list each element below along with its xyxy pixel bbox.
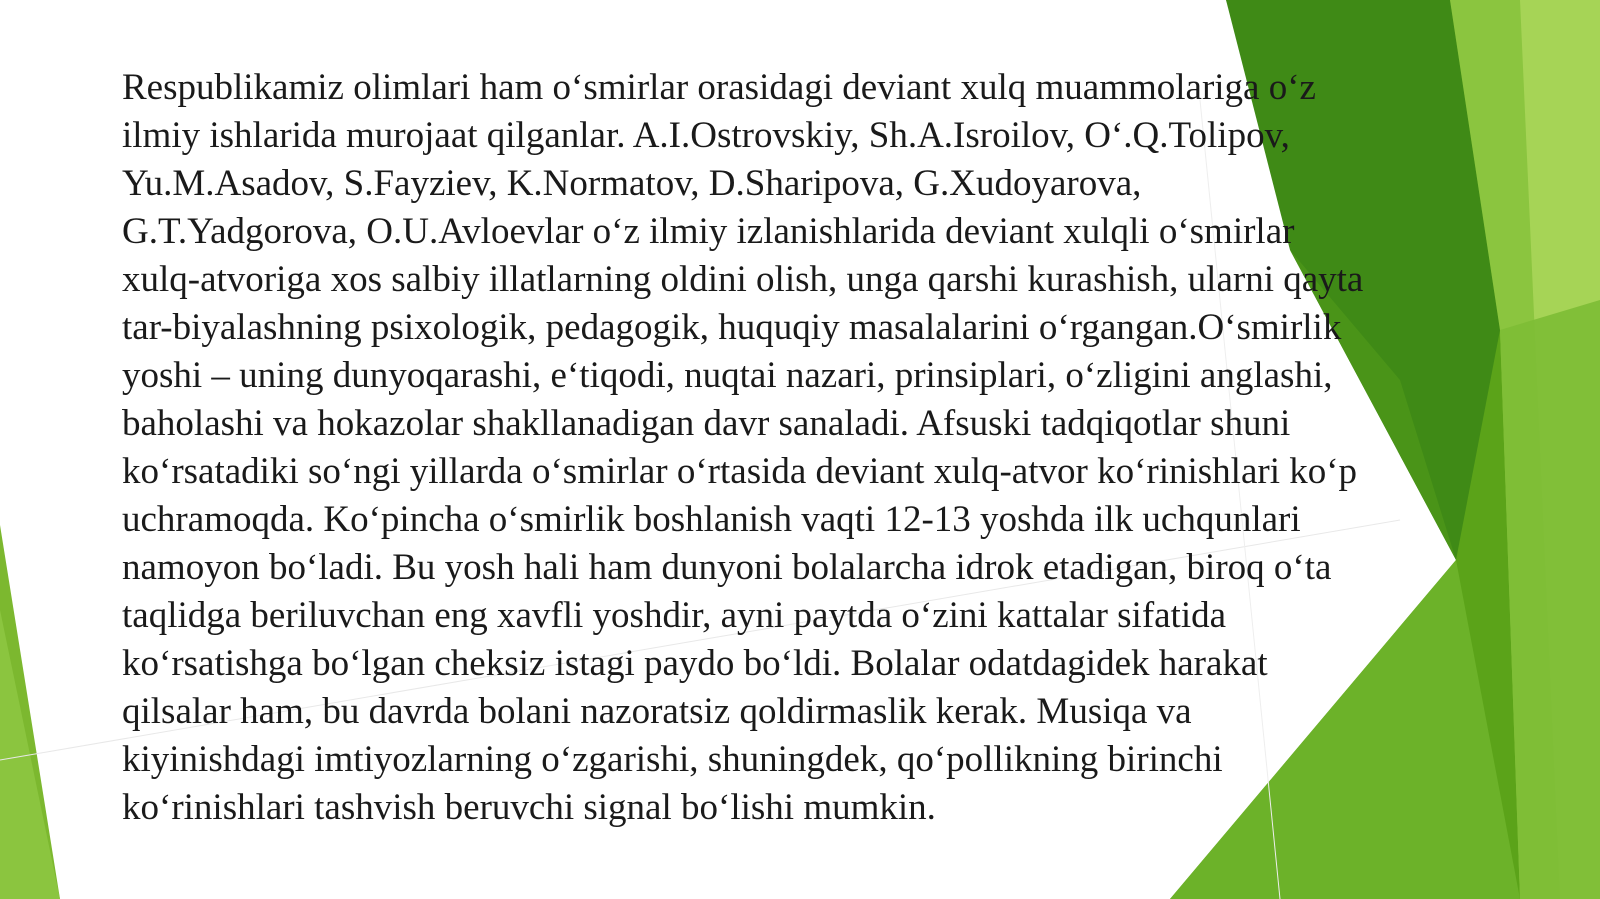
text-line: Respublikamiz olimlari ham o‘smirlar orasidagi deviant xulq muammolariga o‘z [122, 67, 1316, 108]
text-line: taqlidga beriluvchan eng xavfli yoshdir, ayni paytda o‘zini kattalar sifatida [122, 595, 1227, 636]
text-line: qilsalar ham, bu davrda bolani nazoratsiz qoldirmaslik kerak. Musiqa va [122, 691, 1192, 732]
text-line: ilmiy ishlarida murojaat qilganlar. A.I.Ostrovskiy, Sh.A.Isroilov, O‘.Q.Tolipov, [122, 115, 1290, 156]
text-line: ko‘rinishlari tashvish beruvchi signal bo‘lishi mumkin. [122, 787, 936, 828]
text-line: uchramoqda. Ko‘pincha o‘smirlik boshlanish vaqti 12-13 yoshda ilk uchqunlari [122, 499, 1301, 540]
text-line: tar-biyalashning psixologik, pedagogik, huquqiy masalalarini o‘rgangan.O‘smirlik [122, 307, 1342, 348]
text-line: ko‘rsatishga bo‘lgan cheksiz istagi paydo bo‘ldi. Bolalar odatdagidek harakat [122, 643, 1268, 684]
text-line: Yu.M.Asadov, S.Fayziev, K.Normatov, D.Sharipova, G.Xudoyarova, [122, 163, 1142, 204]
text-line: xulq-atvoriga xos salbiy illatlarning oldini olish, unga qarshi kurashish, ularni qayta [122, 259, 1364, 300]
text-line: kiyinishdagi imtiyozlarning o‘zgarishi, shuningdek, qo‘pollikning birinchi [122, 739, 1223, 780]
text-line: baholashi va hokazolar shakllanadigan davr sanaladi. Afsuski tadqiqotlar shuni [122, 403, 1291, 444]
slide-body-text [122, 64, 1472, 832]
text-line: yoshi – uning dunyoqarashi, e‘tiqodi, nuqtai nazari, prinsiplari, o‘zligini anglashi, [122, 355, 1333, 396]
text-line: namoyon bo‘ladi. Bu yosh hali ham dunyoni bolalarcha idrok etadigan, biroq o‘ta [122, 547, 1332, 588]
text-line: ko‘rsatadiki so‘ngi yillarda o‘smirlar o‘rtasida deviant xulq-atvor ko‘rinishlari ko‘p [122, 451, 1358, 492]
text-line: G.T.Yadgorova, O.U.Avloevlar o‘z ilmiy izlanishlarida deviant xulqli o‘smirlar [122, 211, 1295, 252]
